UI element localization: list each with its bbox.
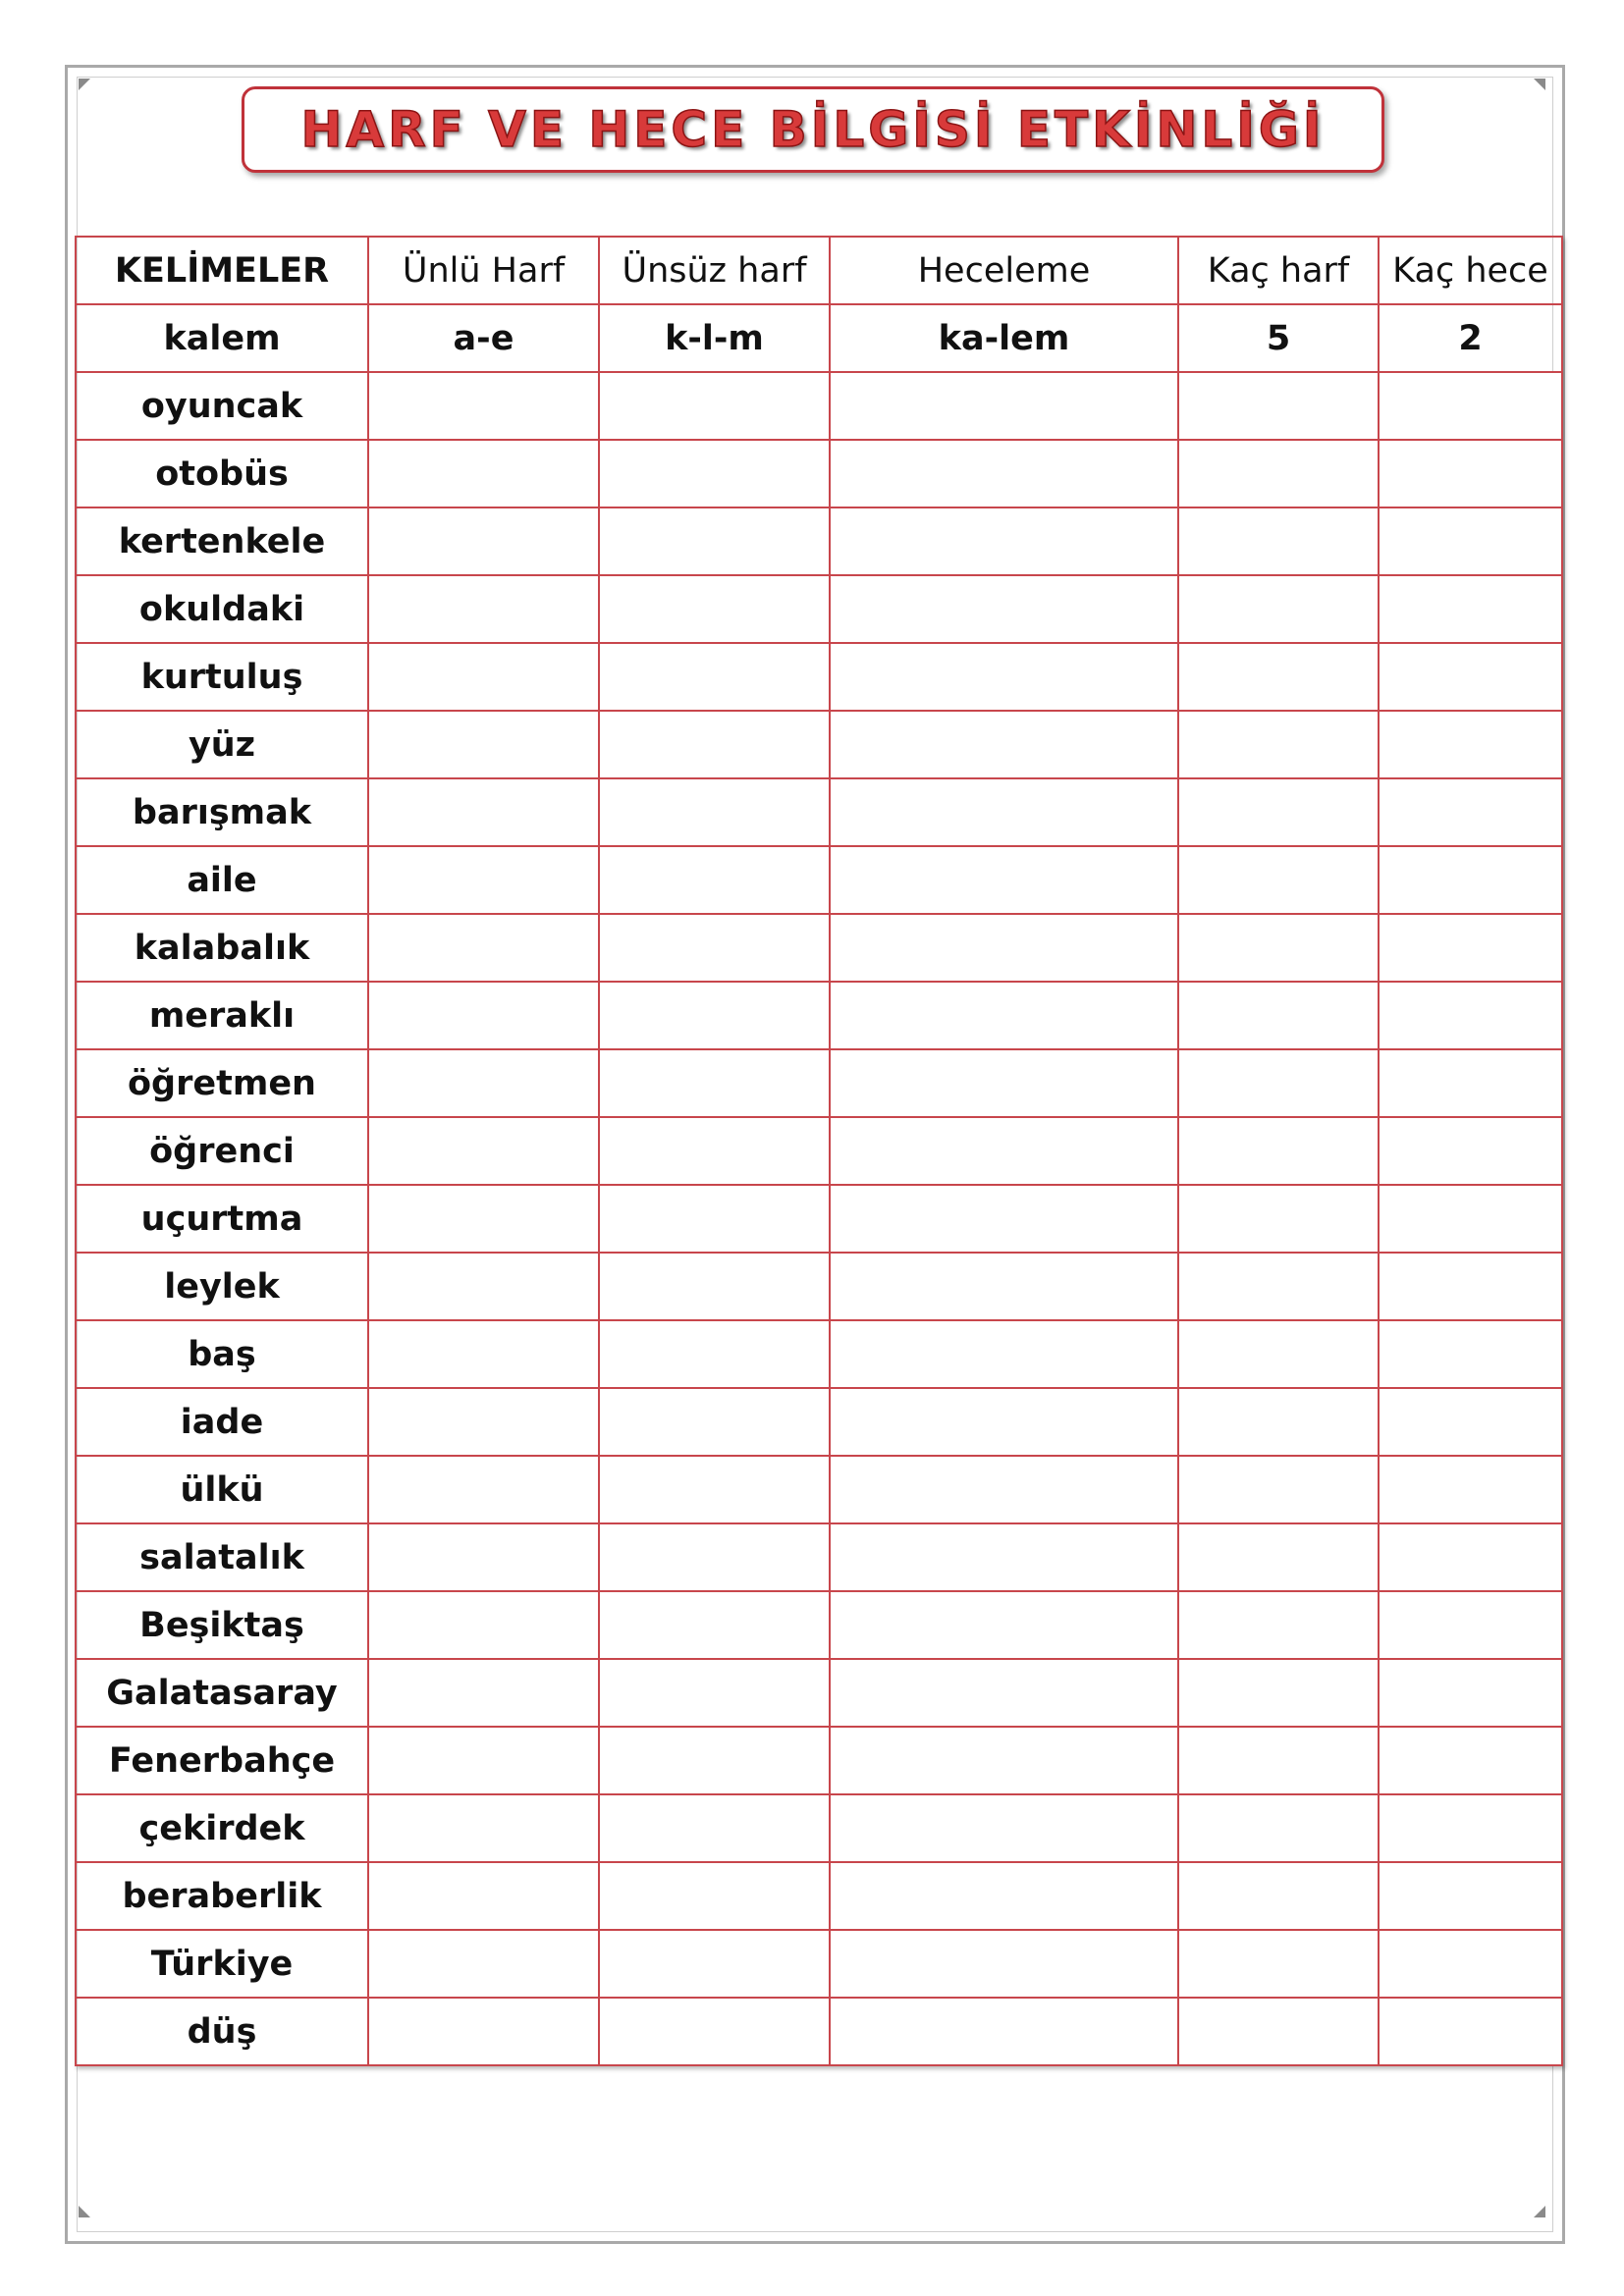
- table-row: [76, 914, 1562, 982]
- letter-count-input-cell[interactable]: [1178, 711, 1379, 778]
- vowels-input-cell[interactable]: [368, 1659, 599, 1727]
- worksheet-table: [75, 236, 1563, 2066]
- word-cell: kalabalık: [76, 914, 368, 982]
- consonants-input-cell[interactable]: [599, 1794, 830, 1862]
- word-cell: otobüs: [76, 440, 368, 507]
- syllable-count-input-cell[interactable]: [1379, 507, 1562, 575]
- word-cell: leylek: [76, 1253, 368, 1320]
- letter-count-input-cell[interactable]: [1178, 1591, 1379, 1659]
- letter-count-input-cell[interactable]: [1178, 1456, 1379, 1523]
- vowels-input-cell[interactable]: [368, 1930, 599, 1998]
- vowels-input-cell[interactable]: [368, 1117, 599, 1185]
- table-row: [76, 846, 1562, 914]
- letter-count-input-cell[interactable]: [1178, 1930, 1379, 1998]
- word-cell: baş: [76, 1320, 368, 1388]
- vowels-input-cell[interactable]: [368, 1862, 599, 1930]
- vowels-input-cell[interactable]: [368, 1253, 599, 1320]
- vowels-cell: a-e: [368, 304, 599, 372]
- consonants-input-cell[interactable]: [599, 1049, 830, 1117]
- syllable-count-input-cell[interactable]: [1379, 575, 1562, 643]
- consonants-input-cell[interactable]: [599, 1591, 830, 1659]
- syllabification-input-cell[interactable]: [830, 1049, 1178, 1117]
- table-row: [76, 1049, 1562, 1117]
- syllabification-input-cell[interactable]: [830, 1456, 1178, 1523]
- syllable-count-input-cell[interactable]: [1379, 778, 1562, 846]
- syllabification-input-cell[interactable]: [830, 1862, 1178, 1930]
- syllabification-input-cell[interactable]: [830, 1794, 1178, 1862]
- consonants-input-cell[interactable]: [599, 440, 830, 507]
- letter-count-input-cell[interactable]: [1178, 1049, 1379, 1117]
- syllable-count-input-cell[interactable]: [1379, 1659, 1562, 1727]
- consonants-input-cell[interactable]: [599, 1862, 830, 1930]
- table-row: [76, 1998, 1562, 2065]
- syllable-count-input-cell[interactable]: [1379, 914, 1562, 982]
- word-cell: Galatasaray: [76, 1659, 368, 1727]
- syllable-count-input-cell[interactable]: [1379, 846, 1562, 914]
- letter-count-input-cell[interactable]: [1178, 507, 1379, 575]
- table-row: [76, 1659, 1562, 1727]
- word-cell: kurtuluş: [76, 643, 368, 711]
- vowels-input-cell[interactable]: [368, 575, 599, 643]
- vowels-input-cell[interactable]: [368, 372, 599, 440]
- consonants-input-cell[interactable]: [599, 914, 830, 982]
- table-row: [76, 440, 1562, 507]
- table-row: [76, 1523, 1562, 1591]
- syllable-count-input-cell[interactable]: [1379, 1862, 1562, 1930]
- syllable-count-input-cell[interactable]: [1379, 1523, 1562, 1591]
- letter-count-input-cell[interactable]: [1178, 1185, 1379, 1253]
- syllable-count-input-cell[interactable]: [1379, 643, 1562, 711]
- word-cell: yüz: [76, 711, 368, 778]
- syllabification-input-cell[interactable]: [830, 1659, 1178, 1727]
- syllabification-input-cell[interactable]: [830, 507, 1178, 575]
- syllable-count-input-cell[interactable]: [1379, 372, 1562, 440]
- syllabification-input-cell[interactable]: [830, 1523, 1178, 1591]
- consonants-input-cell[interactable]: [599, 711, 830, 778]
- vowels-input-cell[interactable]: [368, 846, 599, 914]
- table-row: [76, 1591, 1562, 1659]
- syllable-count-input-cell[interactable]: [1379, 1727, 1562, 1794]
- word-cell: öğrenci: [76, 1117, 368, 1185]
- table-row: [76, 1862, 1562, 1930]
- letter-count-input-cell[interactable]: [1178, 372, 1379, 440]
- letter-count-input-cell[interactable]: [1178, 1794, 1379, 1862]
- syllabification-cell: ka-lem: [830, 304, 1178, 372]
- consonants-input-cell[interactable]: [599, 1659, 830, 1727]
- table-row: [76, 1388, 1562, 1456]
- word-cell: barışmak: [76, 778, 368, 846]
- vowels-input-cell[interactable]: [368, 778, 599, 846]
- consonants-input-cell[interactable]: [599, 778, 830, 846]
- table-row: [76, 778, 1562, 846]
- syllable-count-input-cell[interactable]: [1379, 1998, 1562, 2065]
- corner-ornament: [79, 2206, 90, 2217]
- table-row: [76, 1727, 1562, 1794]
- vowels-input-cell[interactable]: [368, 1185, 599, 1253]
- table-row: [76, 1253, 1562, 1320]
- syllabification-input-cell[interactable]: [830, 846, 1178, 914]
- consonants-input-cell[interactable]: [599, 1523, 830, 1591]
- syllable-count-input-cell[interactable]: [1379, 1794, 1562, 1862]
- table-row: [76, 507, 1562, 575]
- syllabification-input-cell[interactable]: [830, 1253, 1178, 1320]
- syllable-count-input-cell[interactable]: [1379, 1049, 1562, 1117]
- word-cell: meraklı: [76, 982, 368, 1049]
- vowels-input-cell[interactable]: [368, 1320, 599, 1388]
- word-cell: uçurtma: [76, 1185, 368, 1253]
- syllabification-input-cell[interactable]: [830, 575, 1178, 643]
- syllabification-input-cell[interactable]: [830, 643, 1178, 711]
- table-row: [76, 1794, 1562, 1862]
- syllabification-input-cell[interactable]: [830, 372, 1178, 440]
- word-cell: oyuncak: [76, 372, 368, 440]
- table-row: [76, 372, 1562, 440]
- syllabification-input-cell[interactable]: [830, 1727, 1178, 1794]
- header-row: [76, 237, 1562, 304]
- syllable-count-input-cell[interactable]: [1379, 1320, 1562, 1388]
- vowels-input-cell[interactable]: [368, 1727, 599, 1794]
- word-cell: beraberlik: [76, 1862, 368, 1930]
- letter-count-input-cell[interactable]: [1178, 1523, 1379, 1591]
- syllabification-input-cell[interactable]: [830, 1320, 1178, 1388]
- letter-count-input-cell[interactable]: [1178, 982, 1379, 1049]
- word-cell: Türkiye: [76, 1930, 368, 1998]
- vowels-input-cell[interactable]: [368, 1456, 599, 1523]
- word-cell: ülkü: [76, 1456, 368, 1523]
- consonants-input-cell[interactable]: [599, 1727, 830, 1794]
- word-cell: çekirdek: [76, 1794, 368, 1862]
- syllable-count-input-cell[interactable]: [1379, 1388, 1562, 1456]
- vowels-input-cell[interactable]: [368, 440, 599, 507]
- header-vowels: Ünlü Harf: [368, 237, 599, 304]
- vowels-input-cell[interactable]: [368, 914, 599, 982]
- vowels-input-cell[interactable]: [368, 1794, 599, 1862]
- consonants-input-cell[interactable]: [599, 1456, 830, 1523]
- header-words: KELİMELER: [76, 237, 368, 304]
- syllabification-input-cell[interactable]: [830, 1185, 1178, 1253]
- letter-count-input-cell[interactable]: [1178, 1388, 1379, 1456]
- letter-count-input-cell[interactable]: [1178, 1117, 1379, 1185]
- letter-count-input-cell[interactable]: [1178, 575, 1379, 643]
- syllabification-input-cell[interactable]: [830, 1998, 1178, 2065]
- header-syllable-count: Kaç hece: [1379, 237, 1562, 304]
- table-row: [76, 1930, 1562, 1998]
- consonants-input-cell[interactable]: [599, 982, 830, 1049]
- consonants-cell: k-l-m: [599, 304, 830, 372]
- consonants-input-cell[interactable]: [599, 1320, 830, 1388]
- word-cell: Fenerbahçe: [76, 1727, 368, 1794]
- syllabification-input-cell[interactable]: [830, 1930, 1178, 1998]
- title-box: [242, 86, 1384, 173]
- word-cell: düş: [76, 1998, 368, 2065]
- consonants-input-cell[interactable]: [599, 1185, 830, 1253]
- syllable-count-input-cell[interactable]: [1379, 440, 1562, 507]
- word-cell: okuldaki: [76, 575, 368, 643]
- syllabification-input-cell[interactable]: [830, 778, 1178, 846]
- corner-ornament: [79, 79, 90, 90]
- syllable-count-input-cell[interactable]: [1379, 982, 1562, 1049]
- consonants-input-cell[interactable]: [599, 643, 830, 711]
- vowels-input-cell[interactable]: [368, 1523, 599, 1591]
- syllable-count-cell: 2: [1379, 304, 1562, 372]
- letter-count-input-cell[interactable]: [1178, 778, 1379, 846]
- letter-count-input-cell[interactable]: [1178, 846, 1379, 914]
- table-row: [76, 643, 1562, 711]
- table-row: [76, 1117, 1562, 1185]
- consonants-input-cell[interactable]: [599, 1930, 830, 1998]
- consonants-input-cell[interactable]: [599, 372, 830, 440]
- letter-count-cell: 5: [1178, 304, 1379, 372]
- letter-count-input-cell[interactable]: [1178, 914, 1379, 982]
- syllabification-input-cell[interactable]: [830, 1591, 1178, 1659]
- vowels-input-cell[interactable]: [368, 643, 599, 711]
- syllable-count-input-cell[interactable]: [1379, 1253, 1562, 1320]
- vowels-input-cell[interactable]: [368, 1049, 599, 1117]
- syllabification-input-cell[interactable]: [830, 440, 1178, 507]
- table-row: [76, 1320, 1562, 1388]
- consonants-input-cell[interactable]: [599, 507, 830, 575]
- vowels-input-cell[interactable]: [368, 507, 599, 575]
- vowels-input-cell[interactable]: [368, 1388, 599, 1456]
- vowels-input-cell[interactable]: [368, 1998, 599, 2065]
- corner-ornament: [1534, 2206, 1545, 2217]
- syllable-count-input-cell[interactable]: [1379, 1185, 1562, 1253]
- syllable-count-input-cell[interactable]: [1379, 1117, 1562, 1185]
- vowels-input-cell[interactable]: [368, 982, 599, 1049]
- letter-count-input-cell[interactable]: [1178, 1998, 1379, 2065]
- letter-count-input-cell[interactable]: [1178, 1253, 1379, 1320]
- letter-count-input-cell[interactable]: [1178, 1320, 1379, 1388]
- word-cell: iade: [76, 1388, 368, 1456]
- syllabification-input-cell[interactable]: [830, 1117, 1178, 1185]
- header-consonants: Ünsüz harf: [599, 237, 830, 304]
- page-title: HARF VE HECE BİLGİSİ ETKİNLİĞİ: [300, 101, 1326, 158]
- vowels-input-cell[interactable]: [368, 1591, 599, 1659]
- table-row: [76, 1456, 1562, 1523]
- consonants-input-cell[interactable]: [599, 1117, 830, 1185]
- table-row: [76, 1185, 1562, 1253]
- syllabification-input-cell[interactable]: [830, 1388, 1178, 1456]
- example-row: [76, 304, 1562, 372]
- syllable-count-input-cell[interactable]: [1379, 1456, 1562, 1523]
- word-cell: Beşiktaş: [76, 1591, 368, 1659]
- header-syllabification: Heceleme: [830, 237, 1178, 304]
- syllabification-input-cell[interactable]: [830, 914, 1178, 982]
- vowels-input-cell[interactable]: [368, 711, 599, 778]
- word-cell: kalem: [76, 304, 368, 372]
- consonants-input-cell[interactable]: [599, 1998, 830, 2065]
- syllabification-input-cell[interactable]: [830, 711, 1178, 778]
- table-row: [76, 711, 1562, 778]
- consonants-input-cell[interactable]: [599, 1388, 830, 1456]
- consonants-input-cell[interactable]: [599, 1253, 830, 1320]
- word-cell: kertenkele: [76, 507, 368, 575]
- syllable-count-input-cell[interactable]: [1379, 1591, 1562, 1659]
- header-letter-count: Kaç harf: [1178, 237, 1379, 304]
- table-row: [76, 575, 1562, 643]
- corner-ornament: [1534, 79, 1545, 90]
- table-row: [76, 982, 1562, 1049]
- word-cell: salatalık: [76, 1523, 368, 1591]
- letter-count-input-cell[interactable]: [1178, 440, 1379, 507]
- letter-count-input-cell[interactable]: [1178, 1659, 1379, 1727]
- syllable-count-input-cell[interactable]: [1379, 1930, 1562, 1998]
- consonants-input-cell[interactable]: [599, 575, 830, 643]
- letter-count-input-cell[interactable]: [1178, 1862, 1379, 1930]
- syllable-count-input-cell[interactable]: [1379, 711, 1562, 778]
- letter-count-input-cell[interactable]: [1178, 643, 1379, 711]
- word-cell: aile: [76, 846, 368, 914]
- word-cell: öğretmen: [76, 1049, 368, 1117]
- syllabification-input-cell[interactable]: [830, 982, 1178, 1049]
- consonants-input-cell[interactable]: [599, 846, 830, 914]
- letter-count-input-cell[interactable]: [1178, 1727, 1379, 1794]
